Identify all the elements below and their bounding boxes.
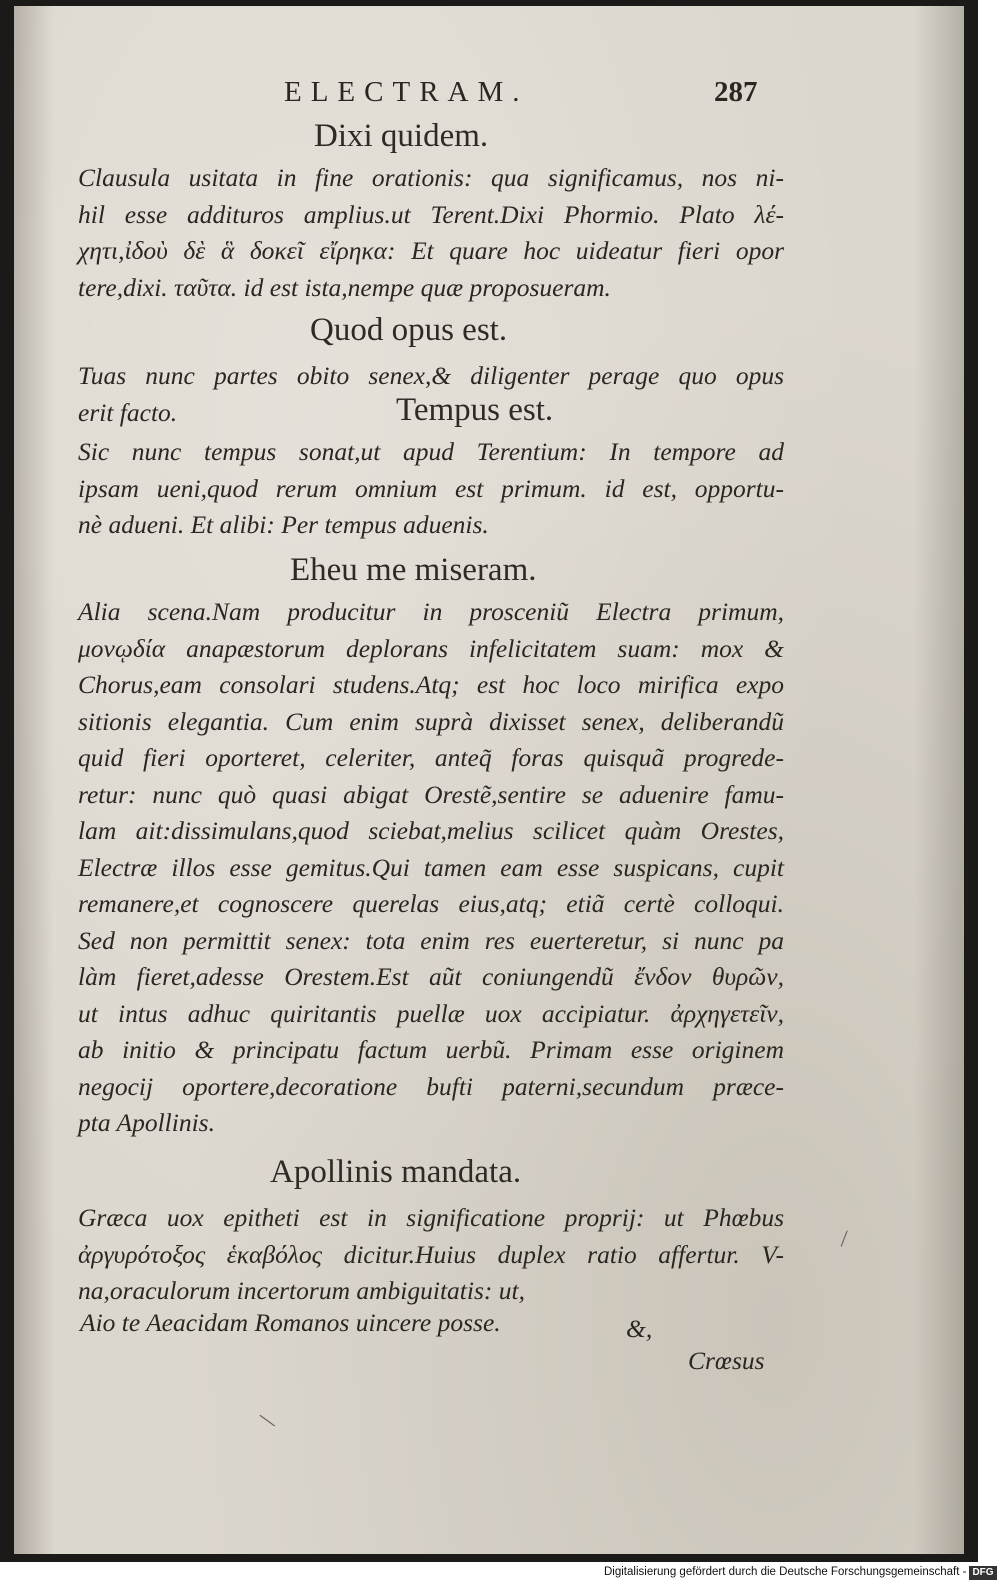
text-line: Græca uox epitheti est in significatione proprij: ut Phœbus: [78, 1203, 784, 1232]
section-paragraph: [78, 434, 784, 544]
text-line: nè adueni. Et alibi: Per tempus aduenis.: [78, 510, 489, 539]
text-line: na,oraculorum incertorum ambiguitatis: ut,: [78, 1276, 525, 1305]
ink-mark: \: [832, 1227, 855, 1252]
running-head: [14, 76, 964, 116]
text-line: Alia scena.Nam producitur in prosceniũ Electra primum,: [78, 597, 784, 626]
text-line: μονῳδία anapæstorum deplorans infelicitatem suam: mox &: [78, 633, 784, 663]
text-line: ab initio & principatu factum uerbũ. Primam esse originem: [78, 1035, 784, 1064]
text-line: ut intus adhuc quiritantis puellæ uox accipiatur. ἀρχηγετεῖν,: [78, 998, 784, 1028]
section-heading: Apollinis mandata.: [270, 1154, 522, 1190]
text-line: pta Apollinis.: [78, 1108, 215, 1137]
footer-text: Digitalisierung gefördert durch die Deutsche Forschungsgemeinschaft -: [604, 1566, 967, 1578]
text-line: remanere,et cognoscere querelas eius,atq; etiã certè colloqui.: [78, 889, 784, 918]
text-line: hil esse addituros amplius.ut Terent.Dixi Phormio. Plato λέ-: [78, 199, 784, 229]
section-heading: Dixi quidem.: [314, 118, 489, 154]
catchword: Crœsus: [688, 1346, 765, 1375]
text-line: làm fieret,adesse Orestem.Est aũt coniungendũ ἔνδον θυρῶν,: [78, 962, 784, 991]
ink-mark: \: [256, 1406, 279, 1435]
text-line: Electræ illos esse gemitus.Qui tamen eam esse suspicans, cupit: [78, 852, 784, 882]
text-line: quid fieri oporteret, celeriter, anteq̃ foras quisquã progrede-: [78, 743, 784, 772]
text-line: sitionis elegantia. Cum enim suprà dixisset senex, deliberandũ: [78, 706, 784, 736]
digitization-footer: [604, 1562, 1000, 1582]
dfg-logo: DFG: [969, 1566, 996, 1580]
text-line: Sic nunc tempus sonat,ut apud Terentium: In tempore ad: [78, 437, 784, 466]
text-line: ipsam ueni,quod rerum omnium est primum. id est, opportu-: [78, 473, 784, 503]
verse-line: Aio te Aeacidam Romanos uincere posse.: [80, 1308, 501, 1337]
verse-mark: &,: [626, 1314, 653, 1343]
running-title: ELECTRAM.: [284, 76, 529, 108]
text-line: negocij oportere,decoratione bufti paterni,secundum præce-: [78, 1071, 784, 1101]
text-line: Tuas nunc partes obito senex,& diligenter perage quo opus: [78, 361, 784, 390]
page-number: 287: [714, 76, 758, 108]
section-heading: Eheu me miseram.: [290, 552, 537, 588]
text-line: ἀργυρότοξος ἑκαβόλος dicitur.Huius duplex ratio affertur. V-: [78, 1239, 784, 1269]
section-paragraph: [78, 160, 784, 306]
text-line: Clausula usitata in fine orationis: qua significamus, nos ni-: [78, 163, 784, 192]
book-page: [14, 6, 964, 1554]
text-line: χητι,ἰδοὺ δὲ ἃ δοκεῖ εἴρηκα: Et quare hoc uideatur fieri opor: [78, 236, 784, 265]
text-line: Chorus,eam consolari studens.Atq; est hoc loco mirifica expo: [78, 670, 784, 699]
text-line: Sed non permittit senex: tota enim res euerteretur, si nunc pa: [78, 925, 784, 955]
text-line: lam ait:dissimulans,quod sciebat,melius scilicet quàm Orestes,: [78, 816, 784, 845]
section-paragraph: [78, 594, 784, 1142]
section-heading: Tempus est.: [396, 392, 554, 428]
section-heading: Quod opus est.: [310, 312, 508, 348]
text-line: retur: nunc quò quasi abigat Orestẽ,sentire se aduenire famu-: [78, 779, 784, 809]
text-line: erit facto.: [78, 397, 178, 427]
section-paragraph: [78, 1200, 784, 1310]
text-line: tere,dixi. ταῦτα. id est ista,nempe quæ proposueram.: [78, 272, 611, 302]
